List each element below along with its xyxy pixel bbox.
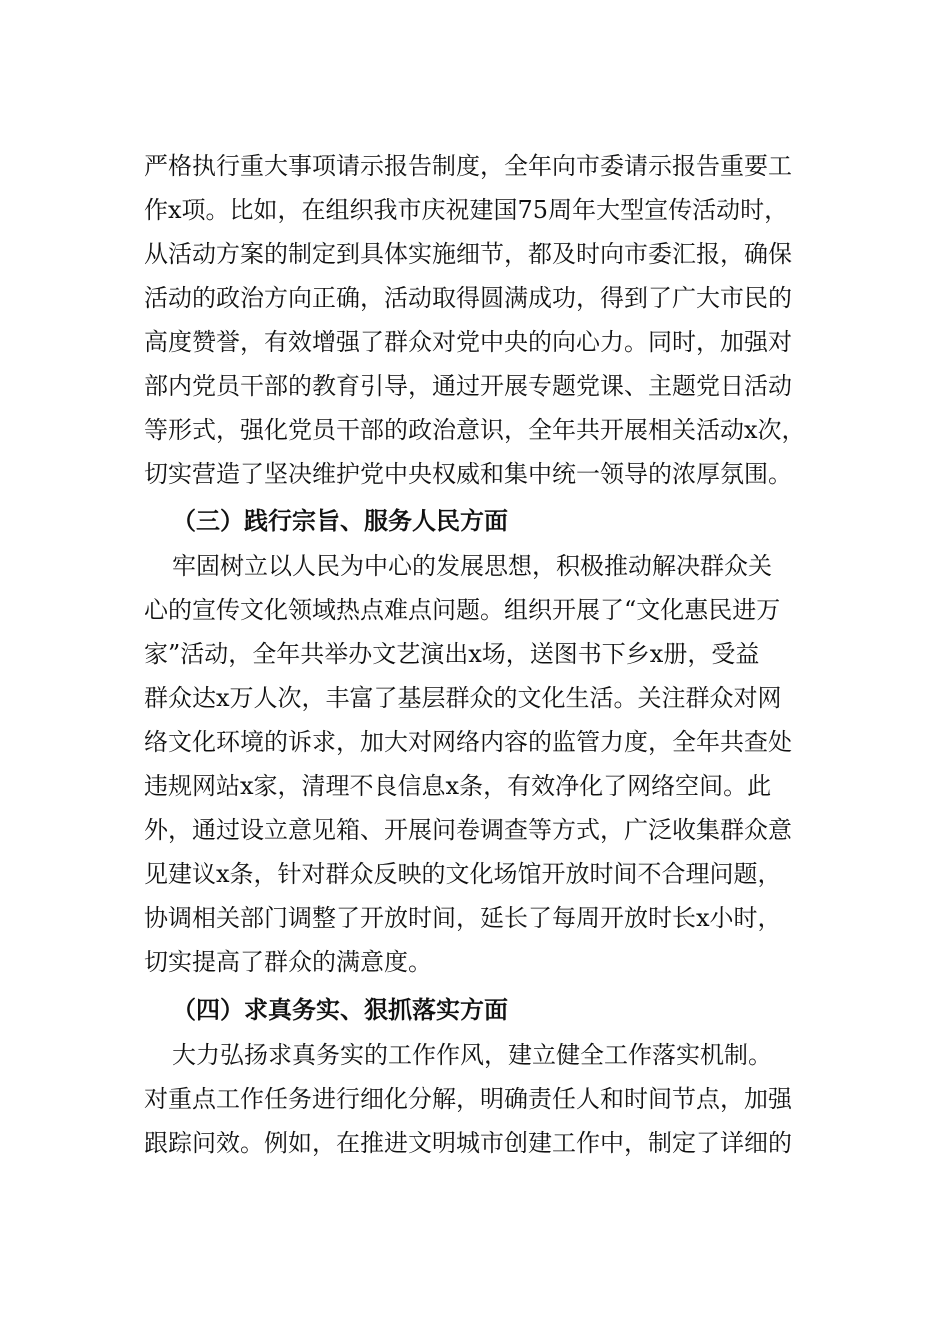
paragraph-line: 切实提高了群众的满意度。 [144,948,432,976]
paragraph-line: 等形式，强化党员干部的政治意识，全年共开展相关活动x次， [144,416,806,444]
section-heading-4: （四）求真务实、狠抓落实方面 [172,996,508,1024]
paragraph-line: 协调相关部门调整了开放时间，延长了每周开放时长x小时， [144,904,782,932]
paragraph-line: 家”活动，全年共举办文艺演出x场，送图书下乡x册，受益 [144,640,760,668]
paragraph-line: 切实营造了坚决维护党中央权威和集中统一领导的浓厚氛围。 [144,460,792,488]
paragraph-line: 从活动方案的制定到具体实施细节，都及时向市委汇报，确保 [144,240,792,268]
paragraph-line: 对重点工作任务进行细化分解，明确责任人和时间节点，加强 [144,1085,792,1113]
paragraph-line: 络文化环境的诉求，加大对网络内容的监管力度，全年共查处 [144,728,792,756]
paragraph-line: 活动的政治方向正确，活动取得圆满成功，得到了广大市民的 [144,284,792,312]
paragraph-line: 严格执行重大事项请示报告制度，全年向市委请示报告重要工 [144,152,792,180]
paragraph-line: 部内党员干部的教育引导，通过开展专题党课、主题党日活动 [144,372,792,400]
paragraph-line: 外，通过设立意见箱、开展问卷调查等方式，广泛收集群众意 [144,816,792,844]
paragraph-line: 作x项。比如，在组织我市庆祝建国75周年大型宣传活动时， [144,196,789,224]
paragraph-line: 牢固树立以人民为中心的发展思想，积极推动解决群众关 [172,552,772,580]
paragraph-line: 高度赞誉，有效增强了群众对党中央的向心力。同时，加强对 [144,328,792,356]
paragraph-line: 见建议x条，针对群众反映的文化场馆开放时间不合理问题， [144,860,782,888]
paragraph-line: 心的宣传文化领域热点难点问题。组织开展了“文化惠民进万 [144,596,781,624]
paragraph-line: 违规网站x家，清理不良信息x条，有效净化了网络空间。此 [144,772,772,800]
paragraph-line: 大力弘扬求真务实的工作作风，建立健全工作落实机制。 [172,1041,772,1069]
section-heading-3: （三）践行宗旨、服务人民方面 [172,507,508,535]
paragraph-line: 群众达x万人次，丰富了基层群众的文化生活。关注群众对网 [144,684,782,712]
paragraph-line: 跟踪问效。例如，在推进文明城市创建工作中，制定了详细的 [144,1129,792,1157]
